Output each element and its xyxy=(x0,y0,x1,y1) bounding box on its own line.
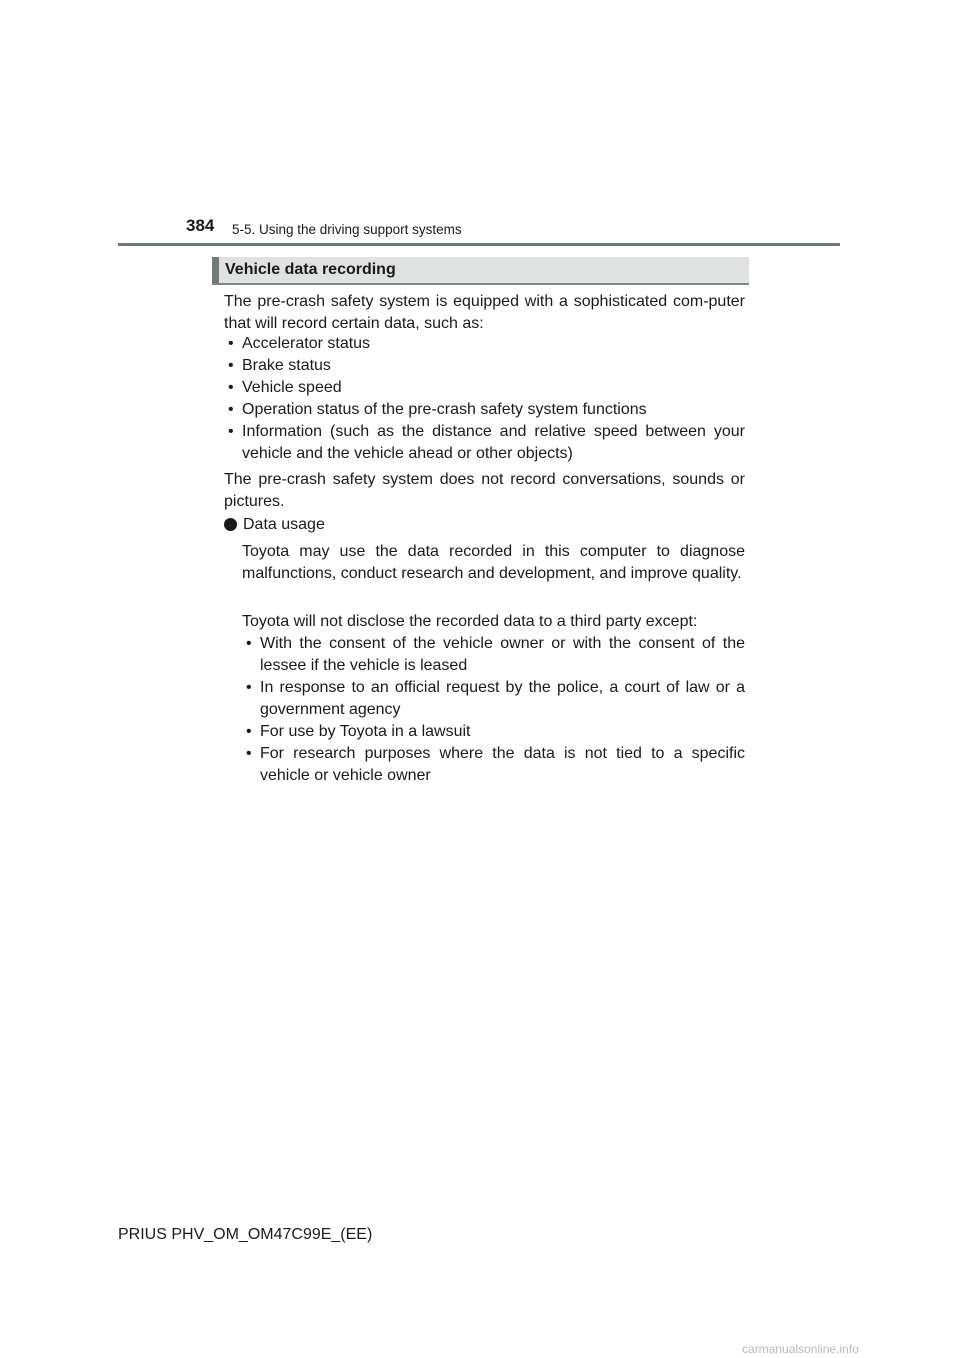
bullet-dot: • xyxy=(246,679,252,696)
bullet-dot: • xyxy=(246,745,252,762)
heading-accent xyxy=(212,257,219,285)
bullet-dot: • xyxy=(228,357,234,374)
intro-paragraph: The pre-crash safety system is equipped with a sophisticated com-puter that will record certain data, such as: xyxy=(224,293,745,332)
section-heading: Vehicle data recording xyxy=(225,261,396,278)
bullet-dot: • xyxy=(246,635,252,652)
bullet-dot: • xyxy=(228,423,234,440)
heading-underline xyxy=(212,283,749,285)
circle-bullet-icon xyxy=(224,518,237,531)
section-reference: 5-5. Using the driving support systems xyxy=(232,222,462,237)
header-rule xyxy=(118,243,840,246)
bullet-dot: • xyxy=(246,723,252,740)
data-usage-title: Data usage xyxy=(243,516,325,533)
footer-document-code: PRIUS PHV_OM_OM47C99E_(EE) xyxy=(118,1226,373,1243)
watermark: carmanualsonline.info xyxy=(742,1342,859,1356)
bullet-dot: • xyxy=(228,379,234,396)
disclosure-paragraph: Toyota will not disclose the recorded data to a third party except: xyxy=(242,613,698,630)
section-heading-bar xyxy=(212,257,749,285)
not-recorded-paragraph: The pre-crash safety system does not record conversations, sounds or pictures. xyxy=(224,471,745,510)
data-usage-paragraph: Toyota may use the data recorded in this computer to diagnose malfunctions, conduct research and development, and improve quality. xyxy=(242,543,745,582)
bullet-dot: • xyxy=(228,335,234,352)
bullet-dot: • xyxy=(228,401,234,418)
page-number: 384 xyxy=(186,216,215,235)
